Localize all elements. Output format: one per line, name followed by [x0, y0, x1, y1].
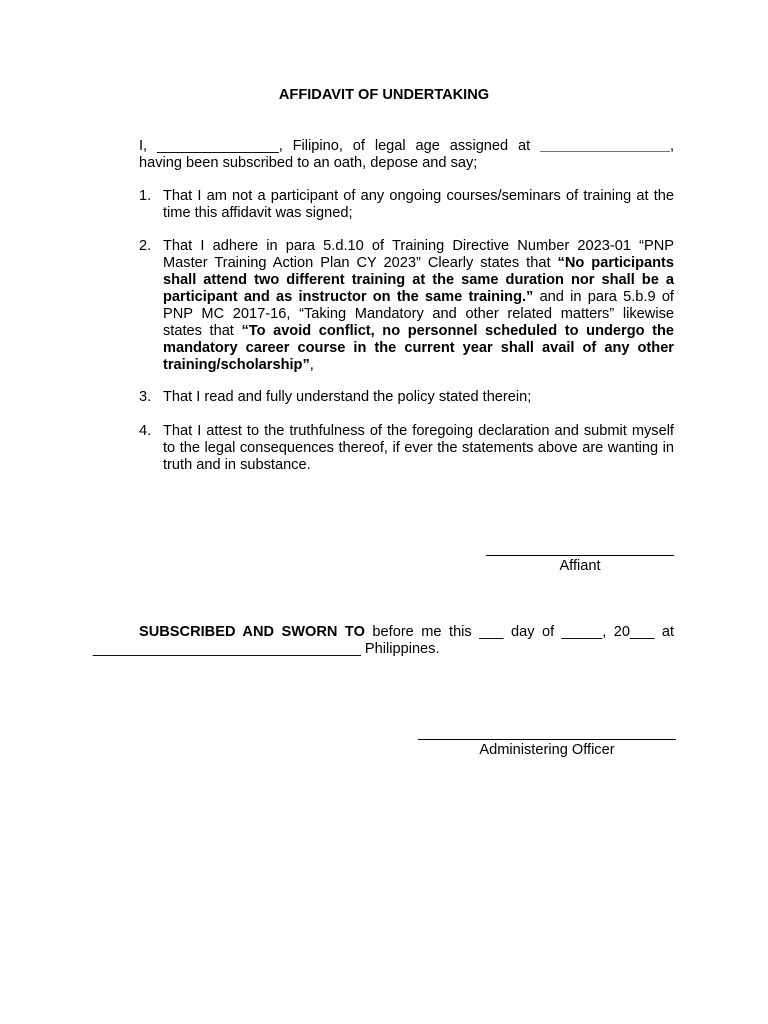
document-title: AFFIDAVIT OF UNDERTAKING: [278, 87, 490, 103]
officer-signature-line: [418, 739, 676, 740]
affiant-label: Affiant: [559, 558, 601, 574]
list-number: 3.: [139, 389, 152, 405]
list-item-3: [139, 389, 674, 406]
sworn-bold: SUBSCRIBED AND SWORN TO: [139, 624, 365, 640]
sworn-line-2: _________________________________ Philippines.: [93, 641, 440, 657]
officer-label: Administering Officer: [479, 742, 615, 758]
item2-text-a: That I adhere in para 5.d.10 of Training Directive Number 2023-01 “PNP Master Training Action Plan CY 2023” Clearly states that: [163, 238, 674, 271]
item2-bold-quote-b: “To avoid conflict, no personnel scheduled to undergo the mandatory career course in the current year shall avail of any other training/scholarship”: [163, 323, 674, 373]
list-item-text: That I am not a participant of any ongoing courses/seminars of training at the time this affidavit was signed;: [163, 188, 674, 221]
intro-paragraph: [139, 138, 674, 172]
sworn-line-1: [93, 624, 674, 641]
intro-suffix: , having been subscribed to an oath, depose and say;: [139, 138, 674, 171]
list-item-1: [139, 188, 674, 222]
list-number: 4.: [139, 423, 152, 439]
list-number: 1.: [139, 188, 152, 204]
assigned-blank: ________________: [540, 138, 670, 154]
list-item-text: That I attest to the truthfulness of the foregoing declaration and submit myself to the legal consequences thereof, if ever the statements above are wanting in truth and in substance.: [163, 423, 674, 473]
list-item-text: That I read and fully understand the policy stated therein;: [163, 389, 532, 405]
list-item-4: [139, 423, 674, 474]
affiant-signature-line: [486, 555, 674, 556]
item2-text-c: ,: [309, 357, 314, 373]
sworn-paragraph: [93, 624, 674, 658]
list-number: 2.: [139, 238, 152, 254]
sworn-line-1-rest: before me this ___ day of _____, 20___ at: [364, 624, 675, 640]
intro-prefix: I, _______________, Filipino, of legal age assigned at: [139, 138, 541, 154]
item2-bold-quote-a: “No participants shall attend two different training at the same duration nor shall be a participant and as instructor on the same training.”: [163, 255, 675, 305]
list-item-2: [139, 238, 674, 374]
item2-text-b: and in para 5.b.9 of PNP MC 2017-16, “Taking Mandatory and other related matters” likewise states that: [163, 289, 674, 339]
list-item-text: [163, 238, 674, 374]
